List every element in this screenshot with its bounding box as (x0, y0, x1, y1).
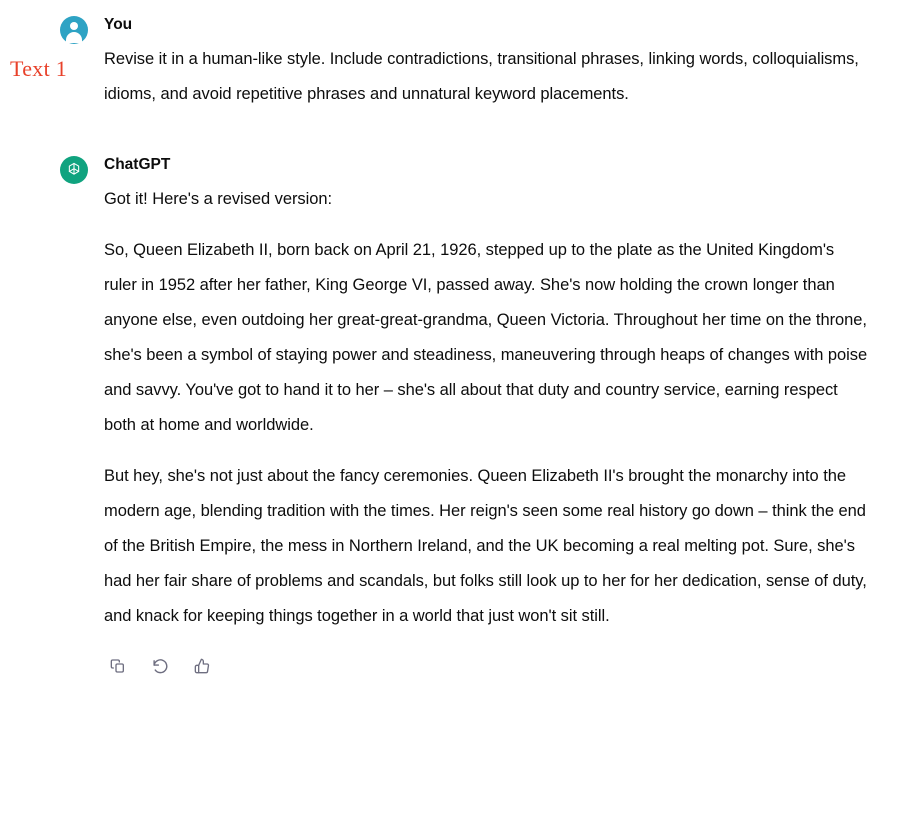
message-author-assistant: ChatGPT (104, 156, 171, 173)
message-user (60, 0, 870, 112)
message-author-user: You (104, 16, 133, 33)
conversation-thread (60, 0, 870, 676)
copy-icon[interactable] (108, 656, 128, 676)
refresh-icon[interactable] (150, 656, 170, 676)
paragraph: Got it! Here's a revised version: (104, 190, 333, 208)
openai-logo-icon (60, 156, 88, 184)
paragraph: But hey, she's not just about the fancy ceremonies. Queen Elizabeth II's brought the monarchy into the modern age, blending tradition with the times. Her reign's seen some real history go down – think the end of the British Empire, the mess in Northern Ireland, and the UK becoming a real melting pot. Sure, she's had her fair share of problems and scandals, but folks still look up to her for her dedication, sense of duty, and knack for keeping things together in a world that just won't sit still. (104, 467, 867, 625)
message-actions (104, 656, 870, 676)
message-assistant (60, 112, 870, 676)
message-body-user (104, 42, 870, 112)
thumbs-down-icon[interactable] (192, 656, 212, 676)
message-body-assistant (104, 182, 870, 634)
annotation-text-1: Text 1 (10, 56, 68, 81)
paragraph: So, Queen Elizabeth II, born back on April 21, 1926, stepped up to the plate as the United Kingdom's ruler in 1952 after her father, King George VI, passed away. She's now holding the crown longer than anyone else, even outdoing her great-great-grandma, Queen Victoria. Throughout her time on the throne, she's been a symbol of staying power and steadiness, maneuvering through heaps of changes with poise and savvy. You've got to hand it to her – she's all about that duty and country service, earning respect both at home and worldwide. (104, 241, 868, 434)
user-avatar-icon (60, 16, 88, 44)
paragraph: Revise it in a human-like style. Include contradictions, transitional phrases, linking words, colloquialisms, idioms, and avoid repetitive phrases and unnatural keyword placements. (104, 50, 859, 103)
